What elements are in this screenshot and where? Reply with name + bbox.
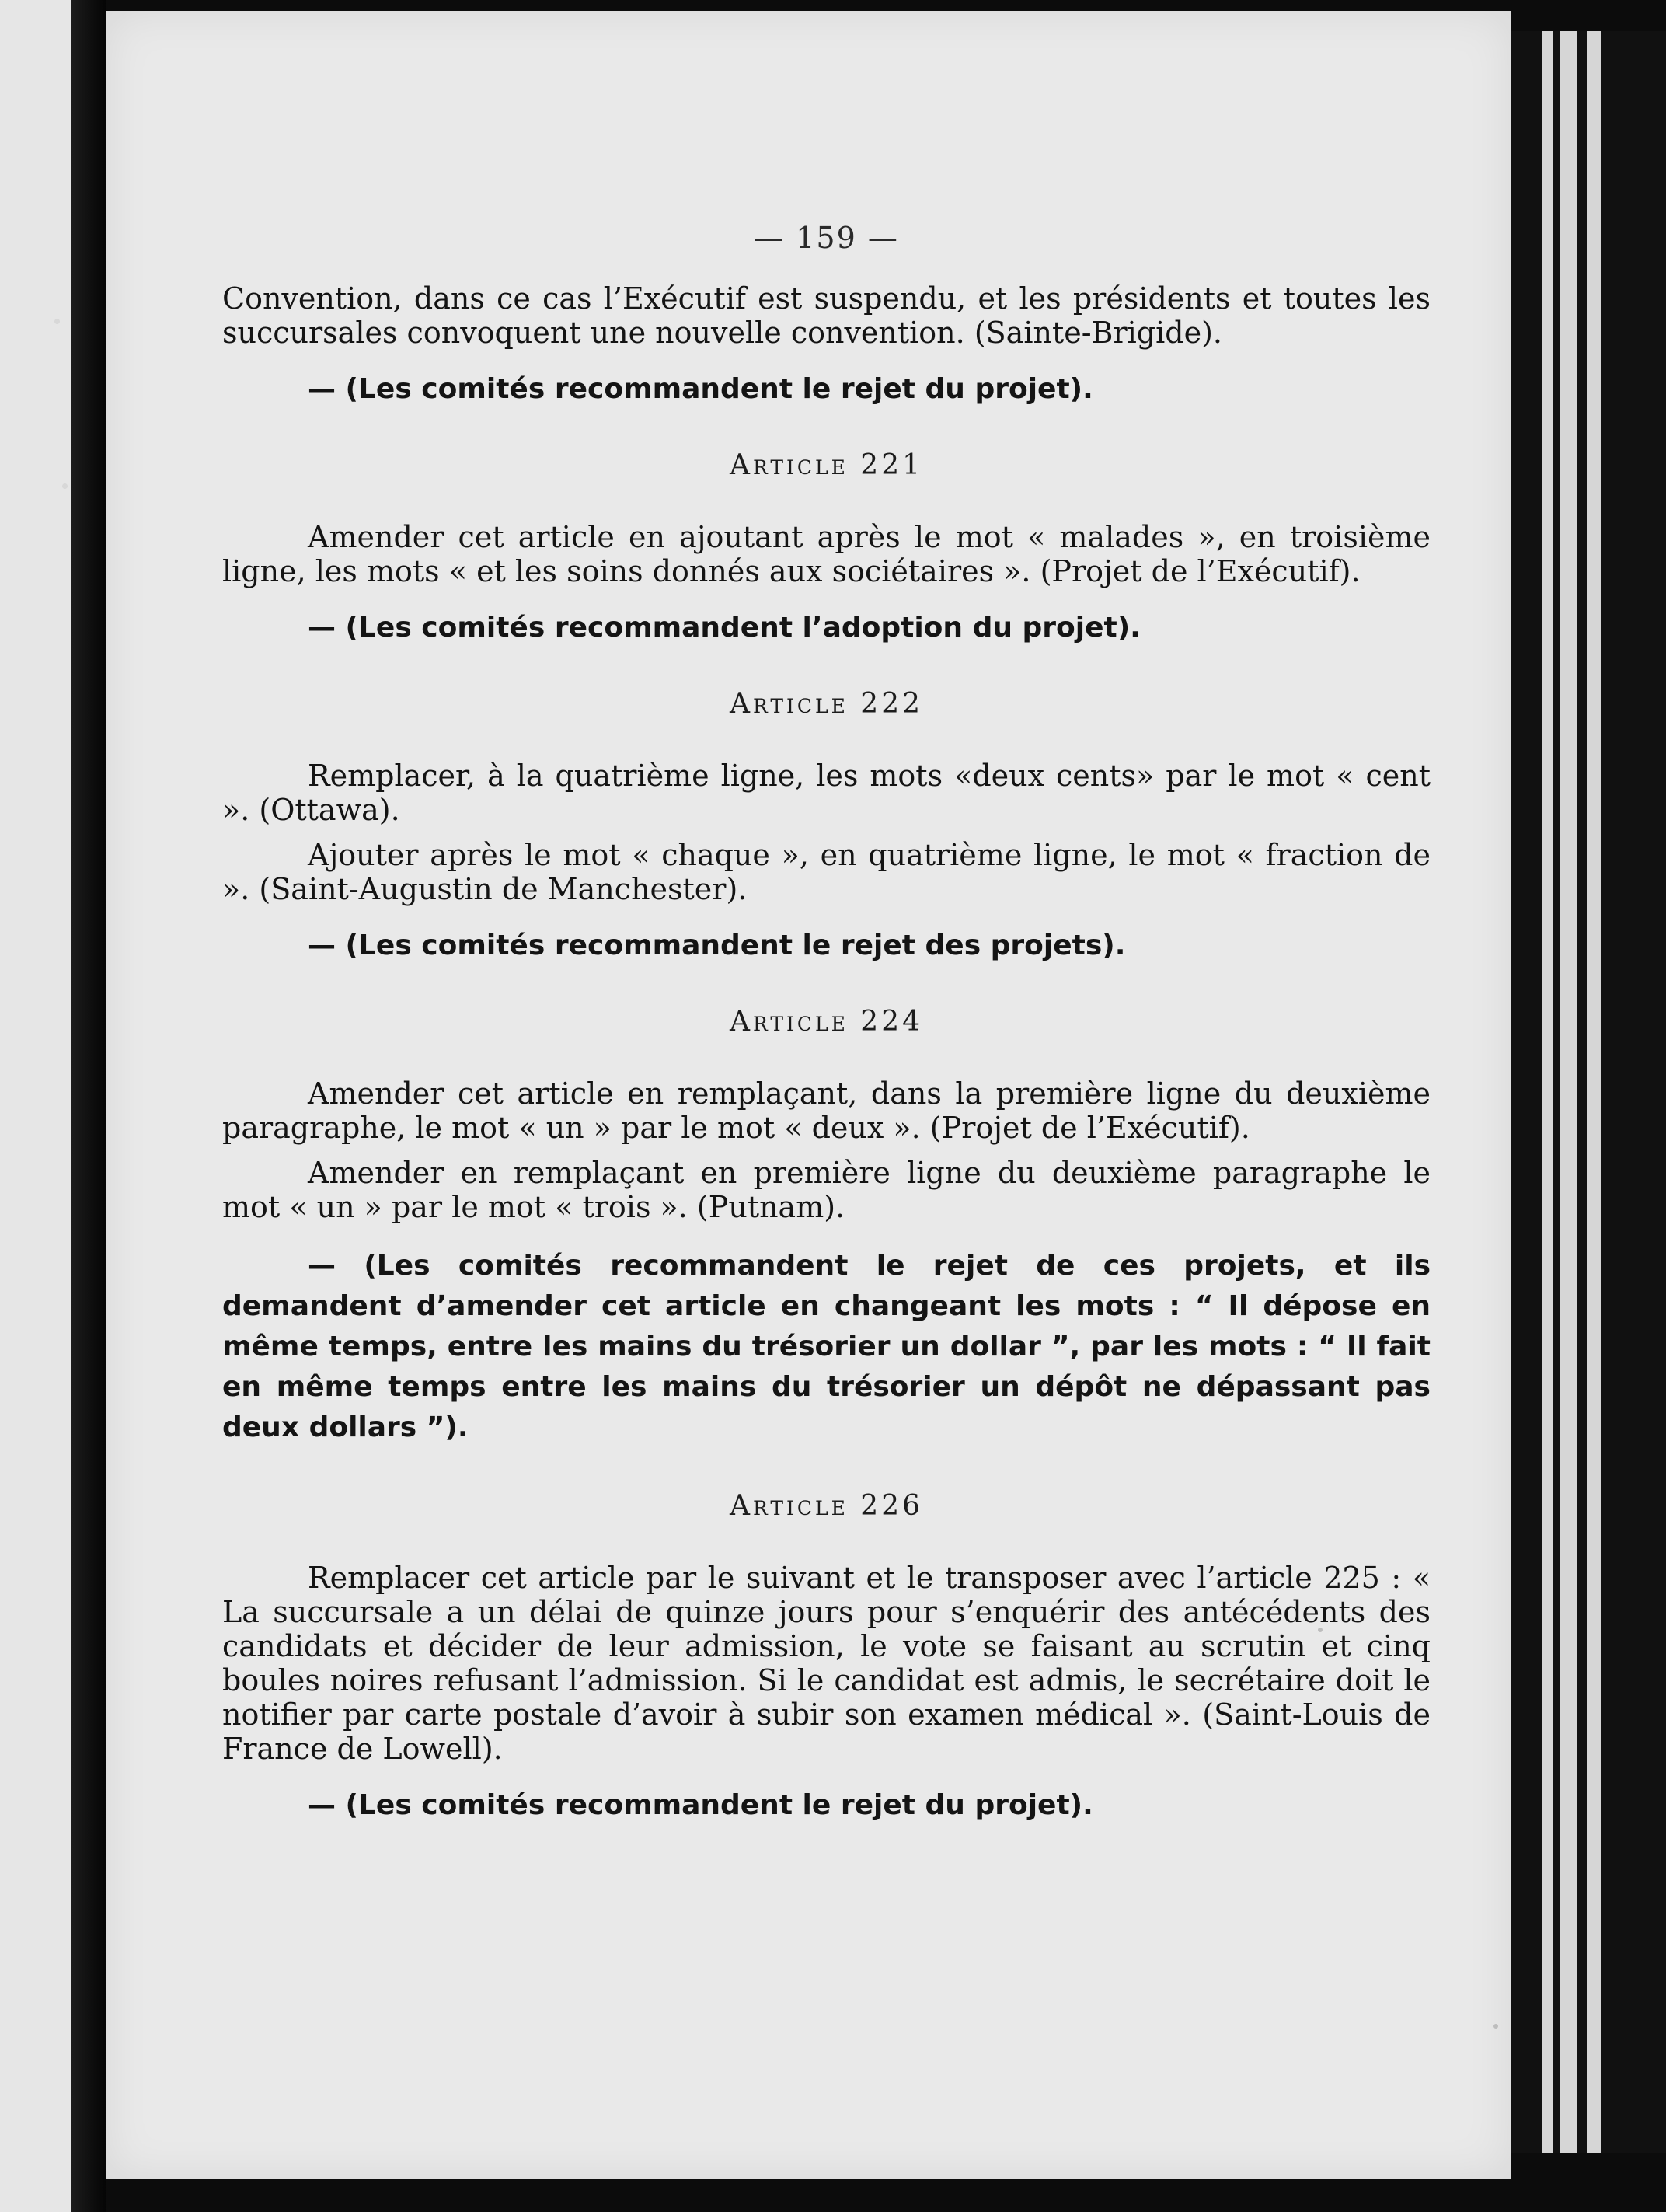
book-page [106, 11, 1511, 2179]
article-heading: Article 224 [729, 1006, 924, 1038]
committee-decision: — (Les comités recommandent l’adoption du projet). [308, 612, 1141, 644]
amendment-paragraph: Ajouter après le mot « chaque », en quatrième ligne, le mot « fraction de ». (Saint-Augustin de Manchester). [222, 838, 1431, 906]
amendment-paragraph: Remplacer cet article par le suivant et le transposer avec l’article 225 : « La succursale a un délai de quinze jours pour s’enquérir des antécédents des candidats et décider de leur admission, le vote se faisant au scrutin et cinq boules noires refusant l’admission. Si le candidat est admis, le secrétaire doit le notifier par carte postale d’avoir à subir son examen médical ». (Saint-Louis de France de Lowell). [222, 1561, 1431, 1766]
margin-mark [54, 319, 60, 324]
page-shadow [1511, 31, 1542, 2153]
previous-page-edge [0, 0, 71, 2212]
stacked-page-edge [1542, 31, 1553, 2153]
article-heading: Article 222 [729, 688, 924, 720]
page-shadow [1553, 31, 1560, 2153]
amendment-paragraph: Remplacer, à la quatrième ligne, les mots «deux cents» par le mot « cent ». (Ottawa). [222, 759, 1431, 827]
book-gutter [71, 0, 106, 2212]
paper-speck [1493, 2024, 1498, 2029]
page-number: — 159 — [754, 221, 899, 255]
margin-mark [62, 483, 68, 489]
amendment-paragraph: Amender en remplaçant en première ligne du deuxième paragraphe le mot « un » par le mot « trois ». (Putnam). [222, 1156, 1431, 1224]
committee-decision: — (Les comités recommandent le rejet de ces projets, et ils demandent d’amender cet article en changeant les mots : “ Il dépose en même temps, entre les mains du trésorier un dollar ”, par les mots : “ Il fait en même temps entre les mains du trésorier un dépôt ne dépassant pas deux dollars ”). [222, 1250, 1431, 1443]
article-heading: Article 226 [729, 1490, 924, 1522]
committee-decision: — (Les comités recommandent le rejet du projet). [308, 373, 1093, 405]
stacked-page-edge [1587, 31, 1601, 2153]
committee-decision: — (Les comités recommandent le rejet des projets). [308, 930, 1126, 961]
page-shadow [1577, 31, 1587, 2153]
article-heading: Article 221 [729, 449, 924, 481]
committee-decision: — (Les comités recommandent le rejet du projet). [308, 1789, 1093, 1821]
stacked-page-edge [1560, 31, 1577, 2153]
amendment-paragraph: Amender cet article en remplaçant, dans la première ligne du deuxième paragraphe, le mot « un » par le mot « deux ». (Projet de l’Exécutif). [222, 1076, 1431, 1145]
amendment-paragraph: Convention, dans ce cas l’Exécutif est suspendu, et les présidents et toutes les succursales convoquent une nouvelle convention. (Sainte-Brigide). [222, 281, 1431, 350]
amendment-paragraph: Amender cet article en ajoutant après le mot « malades », en troisième ligne, les mots « et les soins donnés aux sociétaires ». (Projet de l’Exécutif). [222, 520, 1431, 588]
background [1601, 31, 1666, 2153]
page-text [222, 221, 1431, 1823]
